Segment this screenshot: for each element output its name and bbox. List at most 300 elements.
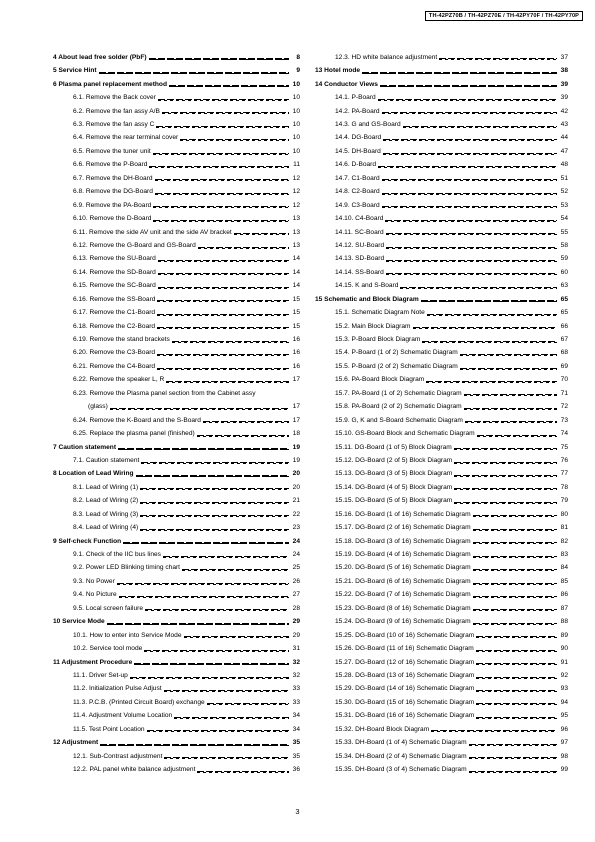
toc-entry-page: 14 xyxy=(292,282,300,290)
toc-subsection-entry[interactable] xyxy=(315,653,568,666)
toc-entry-title: 14.7. C1-Board xyxy=(335,174,380,182)
toc-entry-page: 37 xyxy=(560,53,568,61)
toc-entry-page: 88 xyxy=(560,618,568,626)
toc-subsection-entry[interactable] xyxy=(315,250,568,263)
toc-entry-page: 66 xyxy=(560,322,568,330)
toc-subsection-entry[interactable] xyxy=(53,236,300,249)
toc-subsection-entry[interactable] xyxy=(315,733,568,746)
toc-subsection-entry[interactable] xyxy=(53,478,300,491)
toc-entry-title: 15.24. DG-Board (9 of 16) Schematic Diagram xyxy=(335,618,471,626)
toc-dot-leader xyxy=(130,677,289,679)
toc-dot-leader xyxy=(473,583,557,585)
toc-subsection-entry[interactable] xyxy=(53,397,300,410)
toc-dot-leader xyxy=(469,744,557,746)
toc-entry-title: 8 Location of Lead Wiring xyxy=(53,470,134,478)
toc-entry-title: 14.15. K and S-Board xyxy=(335,282,399,290)
toc-entry-title: 9.2. Power LED Blinking timing chart xyxy=(73,564,181,572)
toc-subsection-entry[interactable] xyxy=(315,411,568,424)
toc-entry-title: 15.7. PA-Board (1 of 2) Schematic Diagram xyxy=(335,389,462,397)
toc-subsection-entry[interactable] xyxy=(315,330,568,343)
toc-subsection-entry[interactable] xyxy=(53,263,300,276)
toc-entry-page: 13 xyxy=(292,228,300,236)
toc-entry-page: 38 xyxy=(560,67,568,75)
toc-section-entry[interactable] xyxy=(53,653,300,666)
toc-subsection-entry[interactable] xyxy=(53,760,300,773)
toc-subsection-entry[interactable] xyxy=(315,599,568,612)
toc-dot-leader xyxy=(157,368,289,370)
toc-dot-leader xyxy=(169,85,289,87)
toc-dot-leader xyxy=(140,502,289,504)
toc-entry-page: 67 xyxy=(560,336,568,344)
toc-section-entry[interactable] xyxy=(53,733,300,746)
toc-entry-title: 14.2. PA-Board xyxy=(335,107,380,115)
toc-dot-leader xyxy=(158,287,289,289)
toc-subsection-entry[interactable] xyxy=(315,169,568,182)
toc-subsection-entry[interactable] xyxy=(53,693,300,706)
toc-entry-title: 10 Service Mode xyxy=(53,618,105,626)
toc-entry-page: 79 xyxy=(560,497,568,505)
toc-entry-page: 32 xyxy=(292,658,300,666)
toc-entry-page: 51 xyxy=(560,174,568,182)
toc-subsection-entry[interactable] xyxy=(53,411,300,424)
toc-subsection-entry[interactable] xyxy=(315,276,568,289)
toc-dot-leader xyxy=(149,166,289,168)
toc-entry-title: 6.5. Remove the tuner unit xyxy=(73,147,151,155)
toc-dot-leader xyxy=(464,408,557,410)
toc-dot-leader xyxy=(99,72,289,74)
toc-entry-title: 14.5. DH-Board xyxy=(335,147,381,155)
toc-entry-page: 95 xyxy=(560,712,568,720)
toc-entry-title: 15.10. GS-Board Block and Schematic Diagram xyxy=(335,430,475,438)
toc-dot-leader xyxy=(198,247,289,249)
toc-dot-leader xyxy=(476,690,557,692)
toc-subsection-entry[interactable] xyxy=(315,102,568,115)
toc-dot-leader xyxy=(164,757,289,759)
toc-subsection-entry[interactable] xyxy=(315,518,568,531)
toc-subsection-entry[interactable] xyxy=(53,142,300,155)
toc-dot-leader xyxy=(476,677,557,679)
toc-section-entry[interactable] xyxy=(53,61,300,74)
toc-entry-title: 15.3. P-Board Block Diagram xyxy=(335,336,421,344)
toc-entry-page: 34 xyxy=(292,725,300,733)
toc-entry-page: 20 xyxy=(292,470,300,478)
toc-subsection-entry[interactable] xyxy=(53,424,300,437)
toc-subsection-entry[interactable] xyxy=(53,223,300,236)
toc-entry-title: 15.2. Main Block Diagram xyxy=(335,322,411,330)
toc-subsection-entry[interactable] xyxy=(315,639,568,652)
toc-entry-page: 35 xyxy=(292,739,300,747)
toc-subsection-entry[interactable] xyxy=(53,626,300,639)
toc-subsection-entry[interactable] xyxy=(315,357,568,370)
toc-dot-leader xyxy=(153,153,289,155)
toc-entry-title: 15.28. DG-Board (13 of 16) Schematic Diagram xyxy=(335,671,475,679)
toc-entry-title: 15 Schematic and Block Diagram xyxy=(315,295,419,303)
toc-entry-title: 14 Conductor Views xyxy=(315,80,378,88)
toc-entry-title: 6.6. Remove the P-Board xyxy=(73,161,148,169)
toc-entry-page: 83 xyxy=(560,551,568,559)
toc-subsection-entry[interactable] xyxy=(53,290,300,303)
toc-dot-leader xyxy=(473,556,557,558)
toc-entry-page: 33 xyxy=(292,698,300,706)
toc-subsection-entry[interactable] xyxy=(53,276,300,289)
toc-dot-leader xyxy=(476,650,557,652)
toc-dot-leader xyxy=(118,448,289,450)
toc-subsection-entry[interactable] xyxy=(53,344,300,357)
toc-section-entry[interactable] xyxy=(53,438,300,451)
model-header: TH-42PZ70B / TH-42PZ70E / TH-42PY70F / TH-42PY70P xyxy=(425,11,583,21)
toc-dot-leader xyxy=(473,529,557,531)
toc-subsection-entry[interactable] xyxy=(315,680,568,693)
toc-dot-leader xyxy=(119,596,289,598)
toc-subsection-entry[interactable] xyxy=(315,478,568,491)
toc-subsection-entry[interactable] xyxy=(315,747,568,760)
toc-entry-title: 15.29. DG-Board (14 of 16) Schematic Diagram xyxy=(335,685,475,693)
toc-subsection-entry[interactable] xyxy=(315,209,568,222)
toc-entry-title: 6 Plasma panel replacement method xyxy=(53,80,167,88)
toc-entry-title: 12.2. PAL panel white balance adjustment xyxy=(73,766,196,774)
toc-entry-title: 9.3. No Power xyxy=(73,577,115,585)
toc-subsection-entry[interactable] xyxy=(53,505,300,518)
toc-dot-leader xyxy=(149,58,289,60)
toc-entry-title: 6.9. Remove the PA-Board xyxy=(73,201,152,209)
toc-entry-page: 58 xyxy=(560,241,568,249)
toc-entry-page: 75 xyxy=(560,443,568,451)
toc-entry-title: 15.8. PA-Board (2 of 2) Schematic Diagram xyxy=(335,403,462,411)
toc-subsection-entry[interactable] xyxy=(53,384,300,397)
toc-entry-page: 34 xyxy=(292,712,300,720)
toc-entry-page: 71 xyxy=(560,389,568,397)
toc-dot-leader xyxy=(172,341,289,343)
toc-subsection-entry[interactable] xyxy=(315,505,568,518)
toc-entry-page: 92 xyxy=(560,671,568,679)
toc-dot-leader xyxy=(107,623,289,625)
toc-section-entry[interactable] xyxy=(53,532,300,545)
toc-dot-leader xyxy=(413,327,558,329)
toc-dot-leader xyxy=(439,58,557,60)
toc-entry-page: 12 xyxy=(292,188,300,196)
toc-entry-page: 53 xyxy=(560,201,568,209)
toc-entry-title: 15.1. Schematic Diagram Note xyxy=(335,309,425,317)
toc-subsection-entry[interactable] xyxy=(315,317,568,330)
toc-dot-leader xyxy=(460,368,557,370)
toc-dot-leader xyxy=(378,166,557,168)
toc-subsection-entry[interactable] xyxy=(53,451,300,464)
toc-dot-leader xyxy=(386,260,557,262)
toc-entry-page: 18 xyxy=(292,430,300,438)
toc-entry-title: 8.2. Lead of Wiring (2) xyxy=(73,497,139,505)
toc-subsection-entry[interactable] xyxy=(53,129,300,142)
toc-subsection-entry[interactable] xyxy=(315,693,568,706)
toc-dot-leader xyxy=(427,314,557,316)
toc-section-entry[interactable] xyxy=(315,61,568,74)
toc-subsection-entry[interactable] xyxy=(315,397,568,410)
toc-entry-title: 12.1. Sub-Contrast adjustment xyxy=(73,752,163,760)
toc-entry-title: 14.12. SU-Board xyxy=(335,241,385,249)
toc-subsection-entry[interactable] xyxy=(315,626,568,639)
toc-section-entry[interactable] xyxy=(53,612,300,625)
toc-entry-page: 60 xyxy=(560,268,568,276)
toc-entry-title: 8.1. Lead of Wiring (1) xyxy=(73,483,139,491)
toc-subsection-entry[interactable] xyxy=(53,115,300,128)
toc-subsection-entry[interactable] xyxy=(315,532,568,545)
toc-subsection-entry[interactable] xyxy=(53,706,300,719)
toc-dot-leader xyxy=(153,206,289,208)
toc-subsection-entry[interactable] xyxy=(315,344,568,357)
toc-subsection-entry[interactable] xyxy=(53,371,300,384)
toc-entry-page: 48 xyxy=(560,161,568,169)
toc-subsection-entry[interactable] xyxy=(53,250,300,263)
toc-subsection-entry[interactable] xyxy=(315,384,568,397)
toc-dot-leader xyxy=(386,247,557,249)
toc-entry-page: 29 xyxy=(292,618,300,626)
toc-subsection-entry[interactable] xyxy=(315,760,568,773)
toc-dot-leader xyxy=(477,435,557,437)
toc-entry-title: 14.14. SS-Board xyxy=(335,268,384,276)
toc-subsection-entry[interactable] xyxy=(53,586,300,599)
toc-entry-page: 76 xyxy=(560,456,568,464)
toc-dot-leader xyxy=(184,636,290,638)
toc-dot-leader xyxy=(454,448,557,450)
toc-entry-title: 12 Adjustment xyxy=(53,739,99,747)
toc-subsection-entry[interactable] xyxy=(53,680,300,693)
toc-subsection-entry[interactable] xyxy=(315,612,568,625)
page-number: 3 xyxy=(295,807,300,816)
toc-entry-page: 19 xyxy=(292,456,300,464)
toc-entry-page: 86 xyxy=(560,591,568,599)
toc-entry-page: 36 xyxy=(292,766,300,774)
toc-entry-title: 6.21. Remove the C4-Board xyxy=(73,362,156,370)
toc-dot-leader xyxy=(476,636,557,638)
toc-dot-leader xyxy=(476,717,557,719)
toc-entry-page: 55 xyxy=(560,228,568,236)
toc-subsection-entry[interactable] xyxy=(315,48,568,61)
toc-subsection-entry[interactable] xyxy=(315,451,568,464)
toc-subsection-entry[interactable] xyxy=(53,666,300,679)
toc-subsection-entry[interactable] xyxy=(315,196,568,209)
toc-entry-title: 6.18. Remove the C2-Board xyxy=(73,322,156,330)
toc-subsection-entry[interactable] xyxy=(53,747,300,760)
toc-dot-leader xyxy=(421,300,557,302)
toc-subsection-entry[interactable] xyxy=(315,666,568,679)
toc-subsection-entry[interactable] xyxy=(315,156,568,169)
toc-entry-title: 9.5. Local screen failure xyxy=(73,604,144,612)
toc-dot-leader xyxy=(380,85,557,87)
toc-entry-title: 15.18. DG-Board (3 of 16) Schematic Diagram xyxy=(335,537,471,545)
toc-subsection-entry[interactable] xyxy=(53,317,300,330)
toc-dot-leader xyxy=(378,99,557,101)
toc-subsection-entry[interactable] xyxy=(315,371,568,384)
toc-subsection-entry[interactable] xyxy=(315,263,568,276)
toc-dot-leader xyxy=(157,300,289,302)
toc-entry-title: 15.25. DG-Board (10 of 16) Schematic Diagram xyxy=(335,631,475,639)
toc-subsection-entry[interactable] xyxy=(53,196,300,209)
toc-dot-leader xyxy=(136,475,289,477)
toc-entry-page: 16 xyxy=(292,349,300,357)
toc-entry-page: 16 xyxy=(292,362,300,370)
toc-subsection-entry[interactable] xyxy=(315,129,568,142)
toc-entry-page: 73 xyxy=(560,416,568,424)
toc-subsection-entry[interactable] xyxy=(53,102,300,115)
toc-entry-page: 22 xyxy=(292,510,300,518)
toc-subsection-entry[interactable] xyxy=(315,586,568,599)
toc-entry-page: 10 xyxy=(292,107,300,115)
toc-dot-leader xyxy=(157,314,289,316)
toc-dot-leader xyxy=(174,717,289,719)
toc-entry-title: 14.9. C3-Board xyxy=(335,201,380,209)
toc-entry-title: 15.35. DH-Board (3 of 4) Schematic Diagram xyxy=(335,766,467,774)
toc-entry-title: 9.4. No Picture xyxy=(73,591,117,599)
toc-entry-page: 14 xyxy=(292,268,300,276)
toc-dot-leader xyxy=(382,193,557,195)
toc-entry-page: 24 xyxy=(292,537,300,545)
toc-entry-page: 99 xyxy=(560,766,568,774)
toc-entry-title: 15.11. DG-Board (1 of 5) Block Diagram xyxy=(335,443,452,451)
toc-entry-title: 6.25. Replace the plasma panel (finished) xyxy=(73,430,195,438)
toc-entry-title: 6.8. Remove the DG-Board xyxy=(73,188,153,196)
toc-dot-leader xyxy=(163,556,289,558)
toc-subsection-entry[interactable] xyxy=(315,223,568,236)
toc-entry-title: 6.23. Remove the Plasma panel section from the Cabinet assy xyxy=(73,389,256,397)
toc-entry-page: 33 xyxy=(292,685,300,693)
toc-subsection-entry[interactable] xyxy=(315,88,568,101)
toc-subsection-entry[interactable] xyxy=(53,720,300,733)
toc-entry-page: 94 xyxy=(560,698,568,706)
toc-entry-page: 15 xyxy=(292,322,300,330)
toc-entry-page: 54 xyxy=(560,215,568,223)
toc-subsection-entry[interactable] xyxy=(315,720,568,733)
toc-entry-title: 6.2. Remove the fan assy A/B xyxy=(73,107,160,115)
toc-subsection-entry[interactable] xyxy=(53,599,300,612)
toc-entry-page: 12 xyxy=(292,201,300,209)
toc-subsection-entry[interactable] xyxy=(315,559,568,572)
toc-column-left xyxy=(53,48,300,774)
toc-entry-page: 29 xyxy=(292,631,300,639)
toc-subsection-entry[interactable] xyxy=(315,465,568,478)
toc-dot-leader xyxy=(157,354,289,356)
toc-dot-leader xyxy=(158,99,289,101)
toc-entry-title: 15.15. DG-Board (5 of 5) Block Diagram xyxy=(335,497,453,505)
toc-dot-leader xyxy=(460,354,557,356)
toc-entry-title: 15.32. DH-Board Block Diagram xyxy=(335,725,430,733)
toc-subsection-entry[interactable] xyxy=(53,88,300,101)
toc-entry-page: 15 xyxy=(292,309,300,317)
toc-entry-page: 17 xyxy=(292,376,300,384)
toc-entry-page: 47 xyxy=(560,147,568,155)
toc-subsection-entry[interactable] xyxy=(53,303,300,316)
toc-entry-title: 15.20. DG-Board (5 of 16) Schematic Diagram xyxy=(335,564,471,572)
toc-section-entry[interactable] xyxy=(53,465,300,478)
toc-subsection-entry[interactable] xyxy=(315,115,568,128)
toc-entry-page: 78 xyxy=(560,483,568,491)
toc-dot-leader xyxy=(117,583,289,585)
toc-entry-title: 6.24. Remove the K-Board and the S-Board xyxy=(73,416,201,424)
toc-dot-leader xyxy=(197,771,289,773)
toc-entry-page: 26 xyxy=(292,577,300,585)
toc-dot-leader xyxy=(476,703,557,705)
toc-subsection-entry[interactable] xyxy=(315,142,568,155)
toc-subsection-entry[interactable] xyxy=(53,639,300,652)
toc-subsection-entry[interactable] xyxy=(53,209,300,222)
toc-entry-title: 6.10. Remove the D-Board xyxy=(73,215,152,223)
toc-subsection-entry[interactable] xyxy=(53,518,300,531)
toc-entry-title: 15.13. DG-Board (3 of 5) Block Diagram xyxy=(335,470,453,478)
toc-subsection-entry[interactable] xyxy=(53,572,300,585)
toc-subsection-entry[interactable] xyxy=(315,438,568,451)
toc-entry-title: 15.19. DG-Board (4 of 16) Schematic Diagram xyxy=(335,551,471,559)
toc-subsection-entry[interactable] xyxy=(53,169,300,182)
toc-entry-title: 14.10. C4-Board xyxy=(335,215,384,223)
toc-entry-page: 89 xyxy=(560,631,568,639)
toc-subsection-entry[interactable] xyxy=(315,182,568,195)
toc-subsection-entry[interactable] xyxy=(315,424,568,437)
toc-dot-leader xyxy=(158,273,289,275)
toc-dot-leader xyxy=(158,260,289,262)
toc-entry-title: 10.2. Service tool mode xyxy=(73,645,143,653)
toc-subsection-entry[interactable] xyxy=(53,491,300,504)
toc-entry-page: 63 xyxy=(560,282,568,290)
toc-subsection-entry[interactable] xyxy=(315,572,568,585)
toc-column-right xyxy=(315,48,568,774)
toc-dot-leader xyxy=(383,153,557,155)
toc-subsection-entry[interactable] xyxy=(315,236,568,249)
toc-entry-title: 15.16. DG-Board (1 of 16) Schematic Diagram xyxy=(335,510,471,518)
toc-subsection-entry[interactable] xyxy=(53,357,300,370)
toc-subsection-entry[interactable] xyxy=(315,303,568,316)
toc-entry-title: 11 Adjustment Procedure xyxy=(53,658,133,666)
toc-entry-page: 28 xyxy=(292,604,300,612)
toc-entry-page: 69 xyxy=(560,362,568,370)
toc-dot-leader xyxy=(123,542,289,544)
toc-dot-leader xyxy=(164,690,289,692)
toc-subsection-entry[interactable] xyxy=(315,706,568,719)
toc-dot-leader xyxy=(473,515,557,517)
toc-subsection-entry[interactable] xyxy=(315,491,568,504)
toc-entry-title: 15.30. DG-Board (15 of 16) Schematic Diagram xyxy=(335,698,475,706)
toc-section-entry[interactable] xyxy=(53,48,300,61)
toc-dot-leader xyxy=(382,206,557,208)
toc-dot-leader xyxy=(197,435,289,437)
toc-entry-title: 6.11. Remove the side AV unit and the side AV bracket xyxy=(73,228,232,236)
toc-subsection-entry[interactable] xyxy=(315,545,568,558)
toc-subsection-entry[interactable] xyxy=(53,330,300,343)
toc-entry-page: 24 xyxy=(292,551,300,559)
toc-entry-page: 32 xyxy=(292,671,300,679)
toc-entry-page: 10 xyxy=(292,94,300,102)
toc-entry-page: 65 xyxy=(560,295,568,303)
toc-subsection-entry[interactable] xyxy=(53,156,300,169)
toc-entry-page: 42 xyxy=(560,107,568,115)
toc-dot-leader xyxy=(162,112,289,114)
toc-entry-page: 97 xyxy=(560,739,568,747)
toc-entry-page: 39 xyxy=(560,94,568,102)
toc-subsection-entry[interactable] xyxy=(53,559,300,572)
toc-subsection-entry[interactable] xyxy=(53,182,300,195)
toc-section-entry[interactable] xyxy=(315,75,568,88)
toc-entry-page: 90 xyxy=(560,645,568,653)
toc-entry-page: 17 xyxy=(292,403,300,411)
toc-entry-title: 15.31. DG-Board (16 of 16) Schematic Diagram xyxy=(335,712,475,720)
toc-dot-leader xyxy=(110,408,289,410)
toc-subsection-entry[interactable] xyxy=(53,545,300,558)
toc-dot-leader xyxy=(157,327,289,329)
toc-entry-title: 15.12. DG-Board (2 of 5) Block Diagram xyxy=(335,456,453,464)
toc-entry-page: 10 xyxy=(292,121,300,129)
toc-section-entry[interactable] xyxy=(315,290,568,303)
toc-section-entry[interactable] xyxy=(53,75,300,88)
toc-entry-title: 15.4. P-Board (1 of 2) Schematic Diagram xyxy=(335,349,458,357)
toc-dot-leader xyxy=(207,703,289,705)
toc-entry-page: 59 xyxy=(560,255,568,263)
